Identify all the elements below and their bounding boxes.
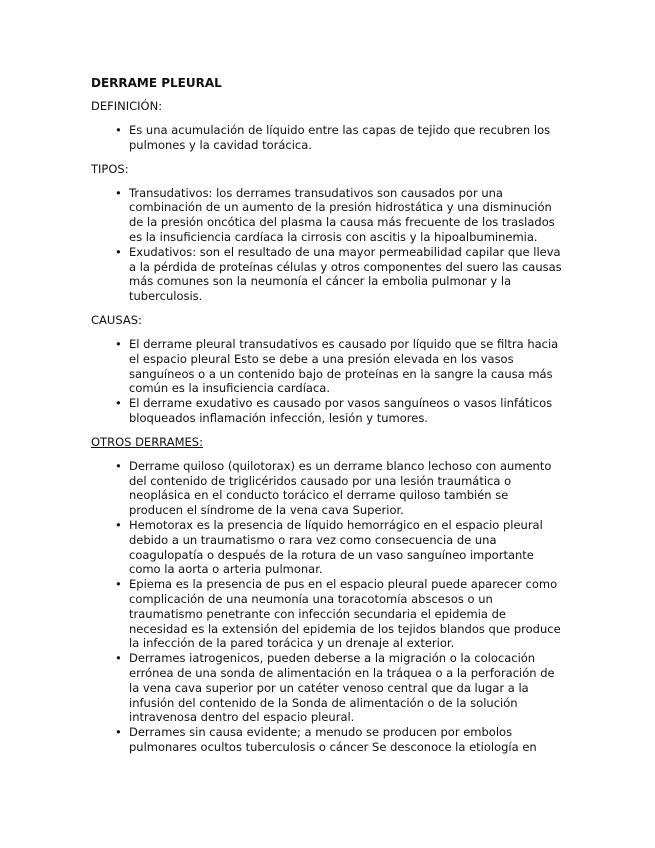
list-item-text: Epiema es la presencia de pus en el espacio pleural puede aparecer como complicación de una neumonía una toracotomía abscesos o un traumatismo penetrante con infección secundaria el epidemia de necesidad es la extensión del epidemia de los tejidos blandos que produce la infección de la pared torácica y un drenaje al exterior. (129, 577, 561, 651)
list-item (91, 577, 566, 651)
otros-derrames-list (91, 459, 566, 755)
bullet-icon: • (115, 458, 122, 473)
list-item-text: Derrames sin causa evidente; a menudo se producen por embolos pulmonares ocultos tuberculosis o cáncer Se desconoce la etiología en (129, 725, 537, 754)
bullet-icon: • (115, 244, 122, 259)
bullet-icon: • (115, 123, 122, 137)
list-item (91, 725, 566, 755)
list-item (91, 396, 566, 426)
list-item (91, 245, 566, 304)
bullet-icon: • (115, 651, 122, 666)
list-item-text: Derrames iatrogenicos, pueden deberse a la migración o la colocación errónea de una sonda de alimentación en la tráquea o a la perforación de la vena cava superior por un catéter venoso central que da lugar a la infusión del contenido de la Sonda de alimentación o de la solución intravenosa dentro del espacio pleural. (129, 651, 555, 725)
definicion-list (91, 123, 566, 153)
bullet-icon: • (115, 517, 122, 532)
list-item-text: Exudativos: son el resultado de una mayor permeabilidad capilar que lleva a la pérdida de proteínas células y otros componentes del suero las causas más comunes son la neumonía el cáncer la embolia pulmonar y la tuberculosis. (129, 244, 562, 304)
list-item (91, 123, 566, 153)
list-item-text: Derrame quiloso (quilotorax) es un derrame blanco lechoso con aumento del contenido de triglicéridos causado por una lesión traumática o neoplásica en el conducto torácico el derrame quiloso también se producen el síndrome de la vena cava Superior. (129, 458, 552, 518)
document-page (91, 76, 566, 764)
causas-list (91, 337, 566, 426)
bullet-icon: • (115, 577, 122, 592)
section-heading-definicion: DEFINICIÓN: (91, 99, 163, 113)
section-heading-otros-derrames: OTROS DERRAMES: (91, 434, 203, 449)
list-item (91, 186, 566, 245)
section-heading-causas: CAUSAS: (91, 312, 142, 327)
list-item-text: El derrame pleural transudativos es causado por líquido que se filtra hacia el espacio pleural Esto se debe a una presión elevada en los vasos sanguíneos o a un contenido bajo de proteínas en la sangre la causa más común es la insuficiencia cardíaca. (129, 336, 559, 396)
bullet-icon: • (115, 336, 122, 351)
list-item-text: El derrame exudativo es causado por vasos sanguíneos o vasos linfáticos bloqueados inflamación infección, lesión y tumores. (129, 396, 553, 425)
bullet-icon: • (115, 185, 122, 200)
list-item (91, 651, 566, 725)
list-item (91, 337, 566, 396)
tipos-list (91, 186, 566, 304)
bullet-icon: • (115, 725, 122, 740)
list-item (91, 518, 566, 577)
list-item-text: Hemotorax es la presencia de líquido hemorrágico en el espacio pleural debido a un traumatismo o rara vez como consecuencia de una coagulopatía o después de la rotura de un vaso sanguíneo importante como la aorta o arteria pulmonar. (129, 517, 543, 577)
list-item-text: Es una acumulación de líquido entre las capas de tejido que recubren los pulmones y la cavidad torácica. (129, 123, 551, 152)
bullet-icon: • (115, 396, 122, 411)
list-item-text: Transudativos: los derrames transudativos son causados por una combinación de un aumento de la presión hidrostática y una disminución de la presión oncótica del plasma la causa más frecuente de los traslados es la insuficiencia cardíaca la cirrosis con ascitis y la hipoalbuminemia. (129, 185, 555, 244)
document-title: DERRAME PLEURAL (91, 76, 222, 90)
section-heading-tipos: TIPOS: (91, 161, 129, 176)
list-item (91, 459, 566, 518)
